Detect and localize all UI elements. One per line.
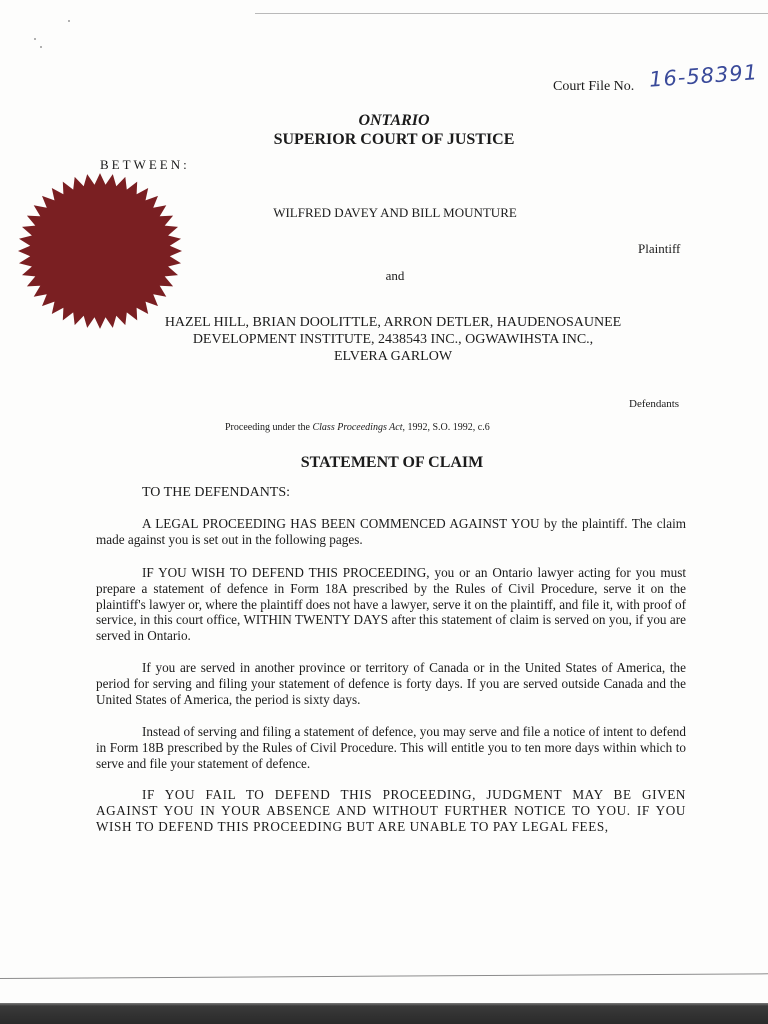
- paragraph-notice-of-intent: Instead of serving and filing a statement of defence, you may serve and file a notice of intent to defend in Form 18B prescribed by the Rules of Civil Procedure. This will entitle you to ten more days within which to serve and file your statement of defence.: [96, 724, 686, 771]
- plaintiffs-names: WILFRED DAVEY AND BILL MOUNTURE: [273, 205, 517, 220]
- plaintiff-label: Plaintiff: [638, 241, 681, 256]
- court-seal-icon: [15, 170, 185, 332]
- salutation: TO THE DEFENDANTS:: [142, 485, 291, 500]
- court-file-number: 16-58391: [648, 60, 759, 92]
- proceeding-statute: [225, 422, 490, 433]
- document-title: STATEMENT OF CLAIM: [300, 454, 484, 471]
- defendants-line: DEVELOPMENT INSTITUTE, 2438543 INC., OGWAWIHSTA INC.,: [192, 332, 594, 347]
- court-name-heading: SUPERIOR COURT OF JUSTICE: [273, 131, 515, 148]
- paragraph-failure-warning: IF YOU FAIL TO DEFEND THIS PROCEEDING, JUDGMENT MAY BE GIVEN AGAINST YOU IN YOUR ABSENCE AND WITHOUT FURTHER NOTICE TO YOU. IF YOU WISH TO DEFEND THIS PROCEEDING BUT ARE UNABLE TO PAY LEGAL FEES,: [96, 787, 686, 834]
- defendants-line: HAZEL HILL, BRIAN DOOLITTLE, ARRON DETLER, HAUDENOSAUNEE: [164, 315, 622, 330]
- proceeding-act-name: Class Proceedings Act: [312, 422, 403, 433]
- scan-speck: [68, 20, 70, 22]
- scan-shadow-bottom: [0, 1003, 768, 1024]
- between-label: BETWEEN:: [100, 157, 190, 172]
- scan-edge-bottom: [0, 973, 768, 979]
- court-file-label: Court File No.: [553, 79, 635, 94]
- scan-edge-top: [255, 13, 768, 14]
- paragraph-served-elsewhere: If you are served in another province or territory of Canada or in the United States of America, the period for serving and filing your statement of defence is forty days. If you are served outside Canada and the United States of America, the period is sixty days.: [96, 660, 686, 707]
- jurisdiction-heading: ONTARIO: [358, 112, 430, 129]
- defendants-label: Defendants: [629, 398, 680, 410]
- defendants-line: ELVERA GARLOW: [333, 349, 453, 364]
- scan-speck: [34, 38, 36, 40]
- proceeding-suffix: , 1992, S.O. 1992, c.6: [402, 422, 490, 433]
- and-label: and: [385, 268, 405, 283]
- scan-speck: [40, 46, 42, 48]
- defendants-names: [146, 314, 640, 365]
- paragraph-defend: IF YOU WISH TO DEFEND THIS PROCEEDING, you or an Ontario lawyer acting for you must prepare a statement of defence in Form 18A prescribed by the Rules of Civil Procedure, serve it on the plaintiff's lawyer or, where the plaintiff does not have a lawyer, serve it on the plaintiff, and file it, with proof of service, in this court office, WITHIN TWENTY DAYS after this statement of claim is served on you, if you are served in Ontario.: [96, 565, 686, 644]
- proceeding-prefix: Proceeding under the: [225, 422, 313, 433]
- paragraph-commenced: A LEGAL PROCEEDING HAS BEEN COMMENCED AGAINST YOU by the plaintiff. The claim made against you is set out in the following pages.: [96, 516, 686, 547]
